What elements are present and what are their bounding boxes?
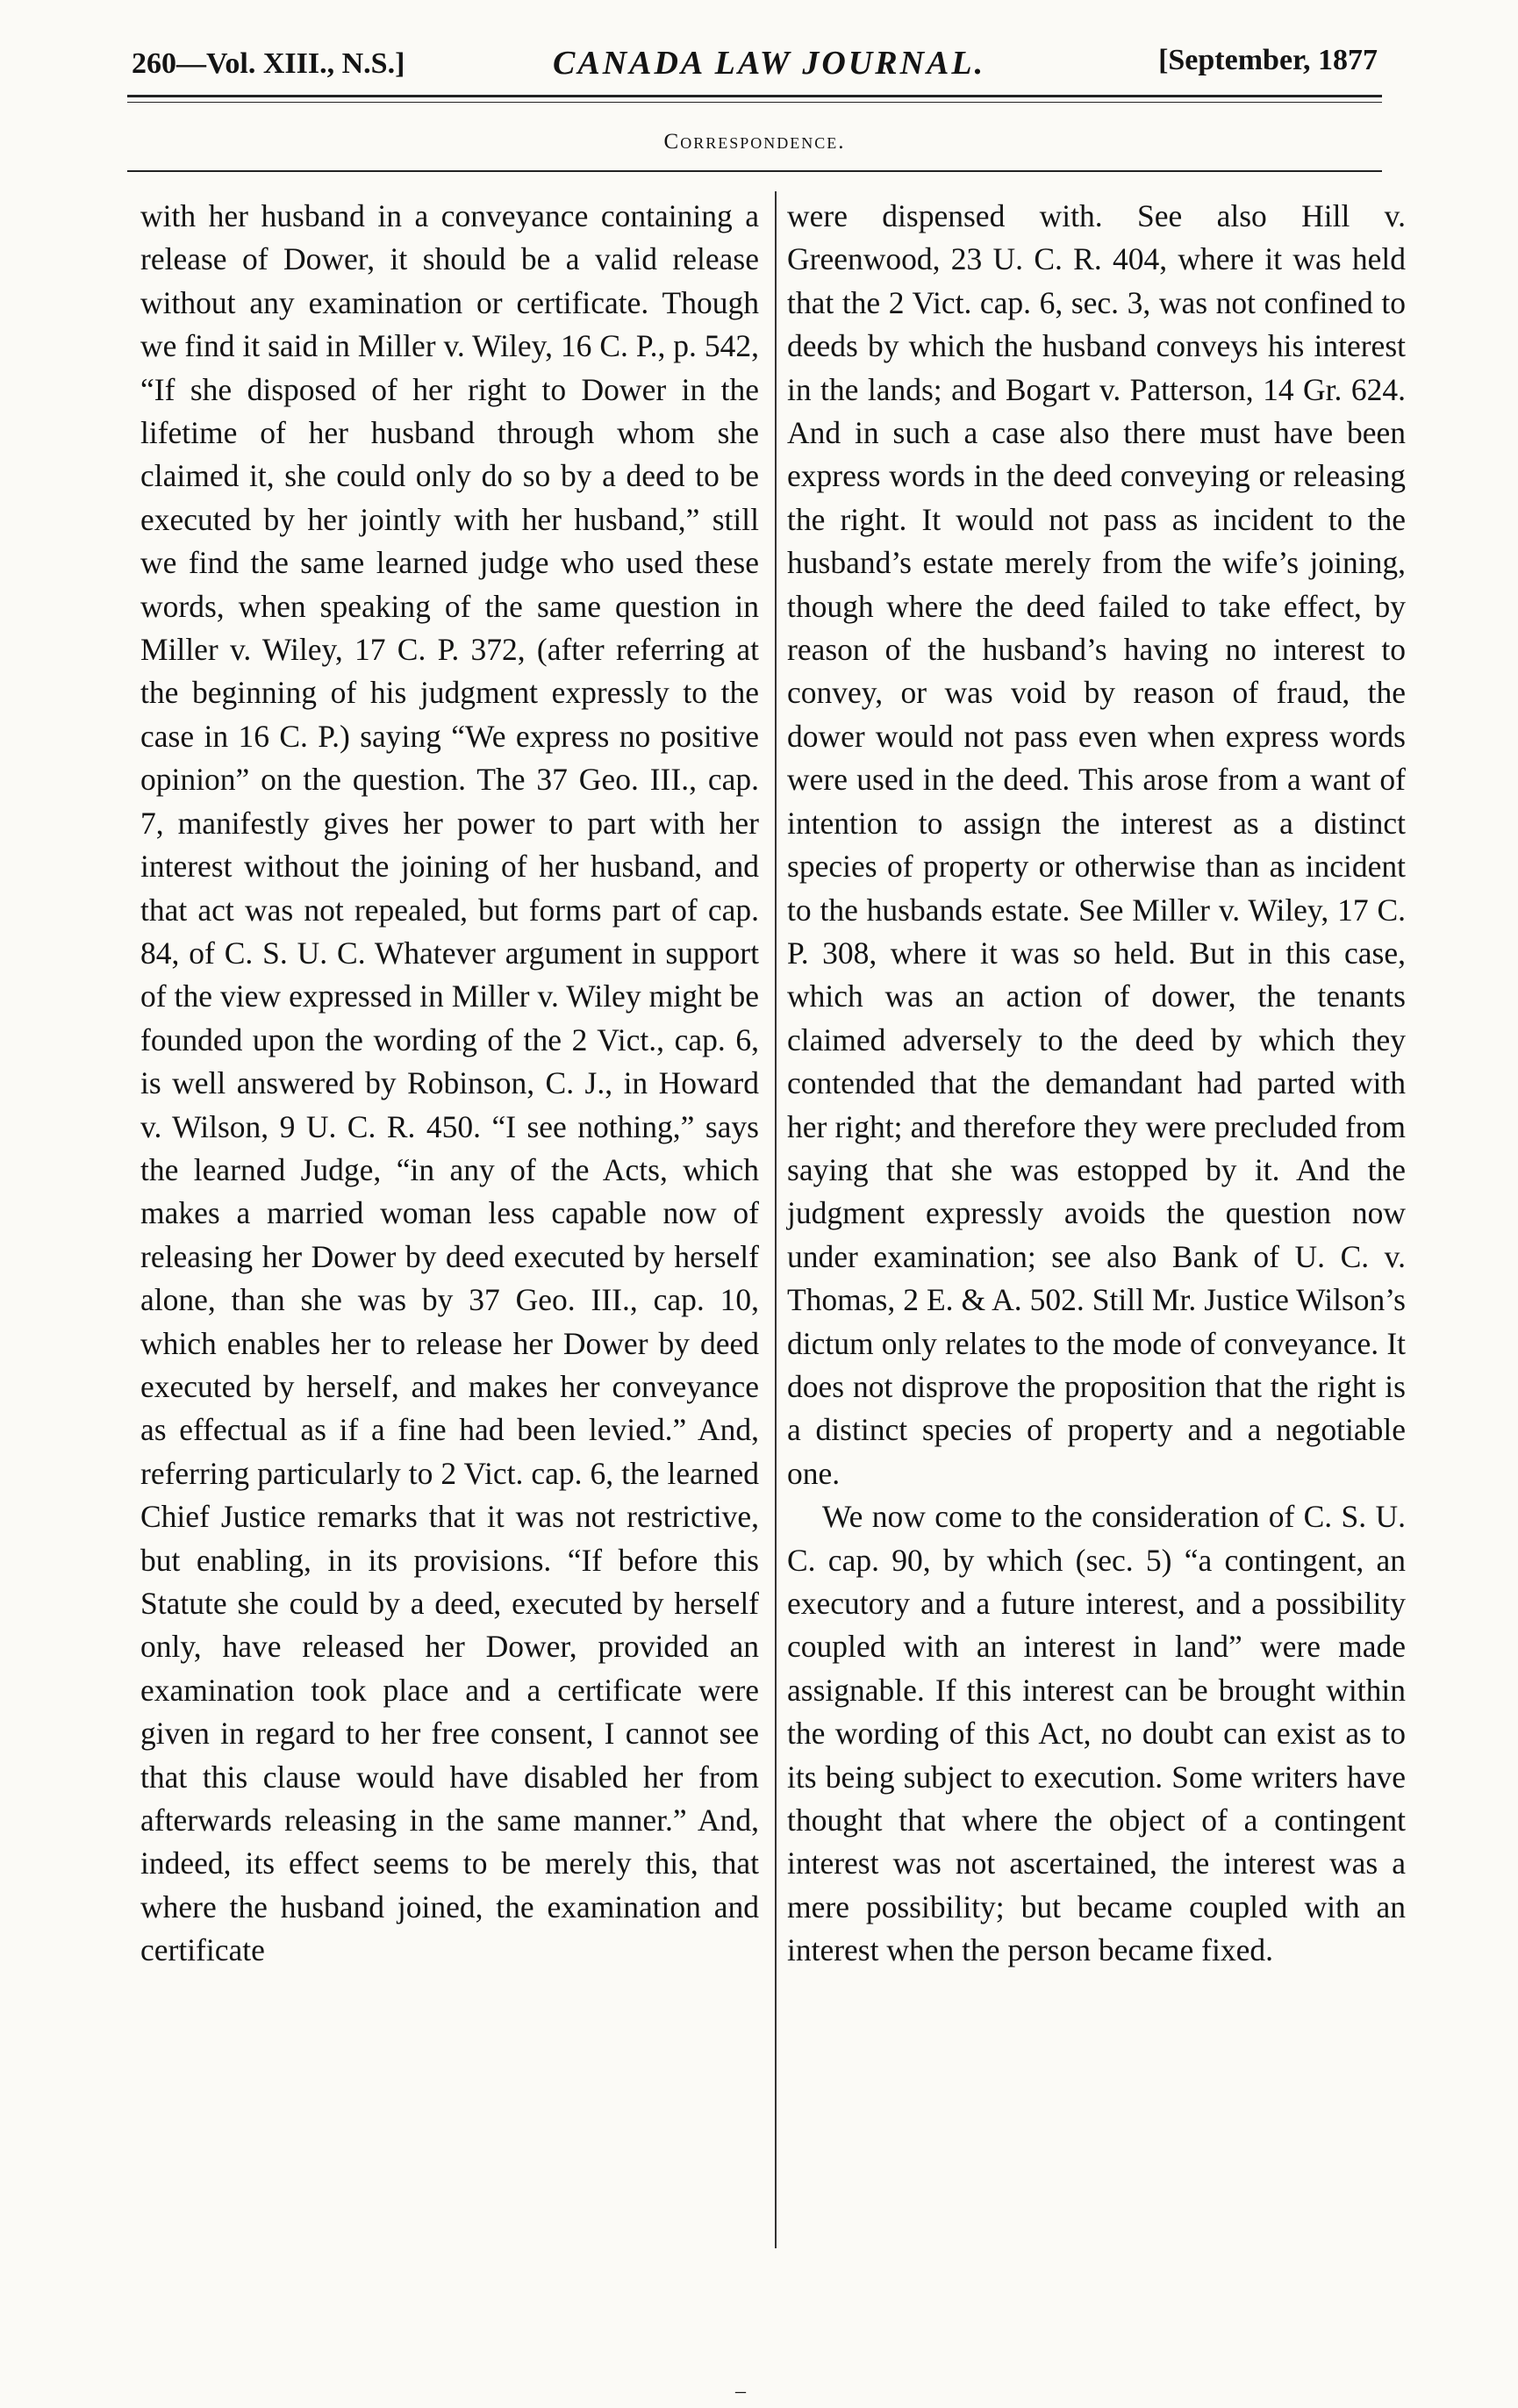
running-header <box>132 40 1378 84</box>
header-rule-top <box>127 95 1382 97</box>
paragraph: were dispensed with. See also Hill v. Greenwood, 23 U. C. R. 404, where it was held that the 2 Vict. cap. 6, sec. 3, was not confined to deeds by which the husband conveys his interest in the lands; and Bogart v. Patterson, 14 Gr. 624. And in such a case also there must have been express words in the deed conveying or releasing the right. It would not pass as incident to the husband’s estate merely from the wife’s joining, though where the deed failed to take effect, by reason of the husband’s having no interest to convey, or was void by reason of fraud, the dower would not pass even when express words were used in the deed. This arose from a want of intention to assign the interest as a distinct species of property or otherwise than as incident to the husbands estate. See Miller v. Wiley, 17 C. P. 308, where it was so held. But in this case, which was an action of dower, the tenants claimed adversely to the deed by which they contended that the demandant had parted with her right; and therefore they were precluded from saying that she was estopped by it. And the judgment expressly avoids the question now under examination; see also Bank of U. C. v. Thomas, 2 E. & A. 502. Still Mr. Justice Wilson’s dictum only relates to the mode of conveyance. It does not disprove the proposition that the right is a distinct species of property and a negotiable one. <box>787 198 1406 1491</box>
right-column <box>787 195 1406 1973</box>
section-rule <box>127 170 1382 172</box>
issue-date: [September, 1877 <box>1158 44 1378 76</box>
column-divider <box>775 191 777 2248</box>
footer-mark: – <box>735 2380 746 2403</box>
section-title: Correspondence. <box>663 130 846 154</box>
paragraph: with her husband in a conveyance containing a release of Dower, it should be a valid release without any examination or certificate. Though we find it said in Miller v. Wiley, 16 C. P., p. 542, “If she disposed of her right to Dower in the lifetime of her husband through whom she claimed it, she could only do so by a deed to be executed by her jointly with her husband,” still we find the same learned judge who used these words, when speaking of the same question in Miller v. Wiley, 17 C. P. 372, (after referring at the beginning of his judgment expressly to the case in 16 C. P.) saying “We express no positive opinion” on the question. The 37 Geo. III., cap. 7, manifestly gives her power to part with her interest without the joining of her husband, and that act was not repealed, but forms part of cap. 84, of C. S. U. C. Whatever argument in support of the view expressed in Miller v. Wiley might be founded upon the wording of the 2 Vict., cap. 6, is well answered by Robinson, C. J., in Howard v. Wilson, 9 U. C. R. 450. “I see nothing,” says the learned Judge, “in any of the Acts, which makes a married woman less capable now of releasing her Dower by deed executed by herself alone, than she was by 37 Geo. III., cap. 10, which enables her to release her Dower by deed executed by herself, and makes her conveyance as effectual as if a fine had been levied.” And, referring particularly to 2 Vict. cap. 6, the learned Chief Justice remarks that it was not restrictive, but enabling, in its provisions. “If before this Statute she could by a deed, executed by herself only, have released her Dower, provided an examination took place and a certificate were given in regard to her free consent, I cannot see that this clause would have disabled her from afterwards releasing in the same manner.” And, indeed, its effect seems to be merely this, that where the husband joined, the examination and certificate <box>140 198 759 1968</box>
paragraph: We now come to the consideration of C. S. U. C. cap. 90, by which (sec. 5) “a contingent, an executory and a future interest, and a possibility coupled with an interest in land” were made assignable. If this interest can be brought within the wording of this Act, no doubt can exist as to its being subject to execution. Some writers have thought that where the object of a contingent interest was not ascertained, the interest was a mere possibility; but became coupled with an interest when the person became fixed. <box>787 1499 1406 1968</box>
page-volume: 260—Vol. XIII., N.S.] <box>132 47 405 80</box>
journal-title: CANADA LAW JOURNAL. <box>553 45 986 82</box>
left-column <box>140 195 759 1973</box>
header-rule-bottom <box>127 102 1382 103</box>
